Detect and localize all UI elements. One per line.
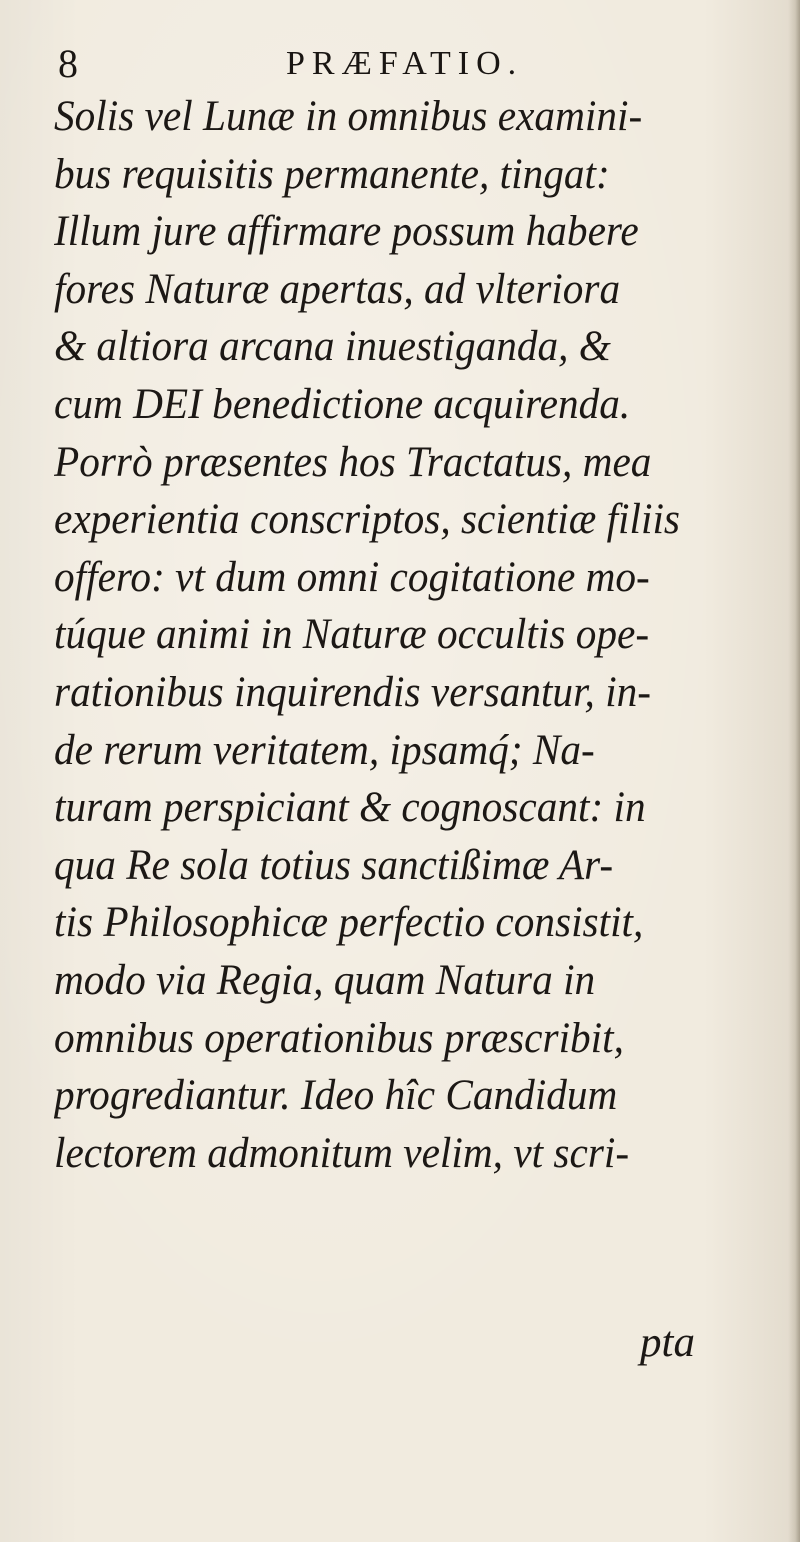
- text-line: rationibus inquirendis versantur, in-: [54, 668, 652, 716]
- text-line: omnibus operationibus præscribit,: [54, 1014, 624, 1062]
- text-line: Illum jure affirmare possum habere: [54, 208, 639, 256]
- text-line: progrediantur. Ideo hîc Candidum: [54, 1072, 618, 1120]
- text-line: experientia conscriptos, scientiæ filiis: [54, 496, 680, 544]
- text-line: turam perspiciant & cognoscant: in: [54, 784, 646, 832]
- text-line: Porrò præsentes hos Tractatus, mea: [54, 438, 652, 486]
- text-line: modo via Regia, quam Natura in: [54, 956, 596, 1004]
- running-head-title: PRÆFATIO.: [286, 45, 524, 82]
- text-line: fores Naturæ apertas, ad vlteriora: [54, 265, 621, 313]
- text-line: de rerum veritatem, ipsamq́; Na-: [54, 726, 595, 774]
- text-line: túque animi in Naturæ occultis ope-: [54, 611, 650, 659]
- catchword: pta: [640, 1319, 695, 1366]
- page-header: [58, 36, 678, 96]
- text-line: & altiora arcana inuestiganda, &: [54, 323, 611, 371]
- text-line: tis Philosophicæ perfectio consistit,: [54, 899, 644, 947]
- text-line: lectorem admonitum velim, vt scri-: [54, 1129, 630, 1177]
- text-line: bus requisitis permanente, tingat:: [54, 150, 610, 198]
- text-line: offero: vt dum omni cogitatione mo-: [54, 553, 650, 601]
- page-number: 8: [58, 41, 78, 86]
- text-line: Solis vel Lunæ in omnibus examini-: [54, 93, 643, 140]
- body-text-block: [54, 88, 794, 1398]
- text-line: qua Re sola totius sanctißimæ Ar-: [54, 841, 614, 889]
- text-line: cum DEI benedictione acquirenda.: [54, 380, 631, 428]
